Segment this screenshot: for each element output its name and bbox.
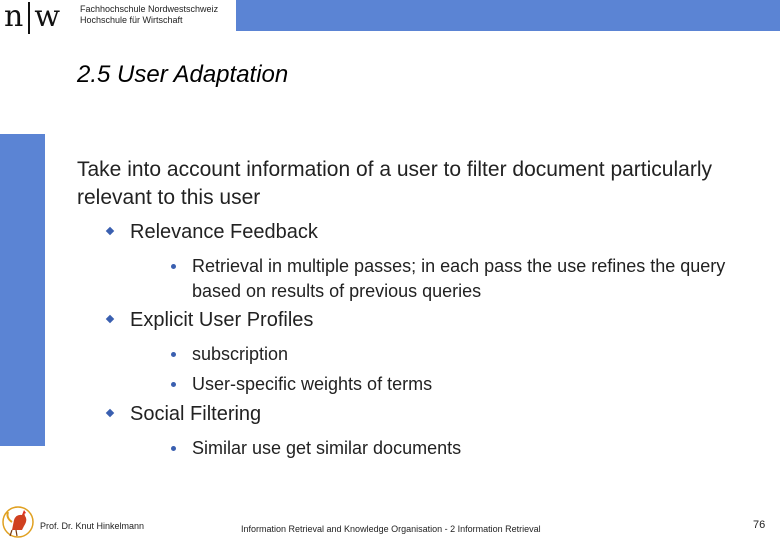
page-number: 76 [753, 519, 766, 531]
slide-intro: Take into account information of a user to filter document particularly relevant to this user [77, 158, 712, 209]
section-explicit-user-profiles [107, 309, 313, 332]
dot-bullet-icon [171, 382, 176, 387]
header-accent-bar [236, 0, 780, 31]
logo-letter-w: w [34, 0, 62, 34]
institution-name [80, 4, 218, 26]
fhnw-logo [4, 2, 61, 34]
sub-item-text: User-specific weights of terms [192, 374, 433, 394]
sub-item-text: Similar use get similar documents [192, 438, 462, 458]
diamond-bullet-icon [106, 226, 114, 234]
section-label: Relevance Feedback [130, 221, 318, 243]
diamond-bullet-icon [106, 314, 114, 322]
diamond-bullet-icon [106, 408, 114, 416]
sub-item [171, 254, 751, 304]
dot-bullet-icon [171, 352, 176, 357]
section-label: Explicit User Profiles [130, 309, 314, 331]
dot-bullet-icon [171, 446, 176, 451]
sub-item-text: Retrieval in multiple passes; in each pass the use refines the query based on results of previous queries [192, 256, 726, 301]
institution-line-2: Hochschule für Wirtschaft [80, 15, 183, 25]
section-social-filtering [107, 403, 261, 426]
section-label: Social Filtering [130, 403, 262, 425]
section-relevance-feedback [107, 221, 318, 244]
sub-item [171, 372, 751, 397]
logo-letter-n: n [4, 0, 25, 34]
dot-bullet-icon [171, 264, 176, 269]
logo-divider [28, 2, 30, 34]
sub-item [171, 342, 751, 367]
side-accent-bar [0, 134, 45, 446]
sub-item-text: subscription [192, 344, 289, 364]
institution-line-1: Fachhochschule Nordwestschweiz [80, 4, 219, 14]
sub-item [171, 436, 751, 461]
footer-course: Information Retrieval and Knowledge Organisation - 2 Information Retrieval [241, 524, 541, 534]
rooster-icon [0, 500, 36, 540]
slide-title: 2.5 User Adaptation [77, 61, 289, 88]
footer-author: Prof. Dr. Knut Hinkelmann [40, 521, 145, 531]
